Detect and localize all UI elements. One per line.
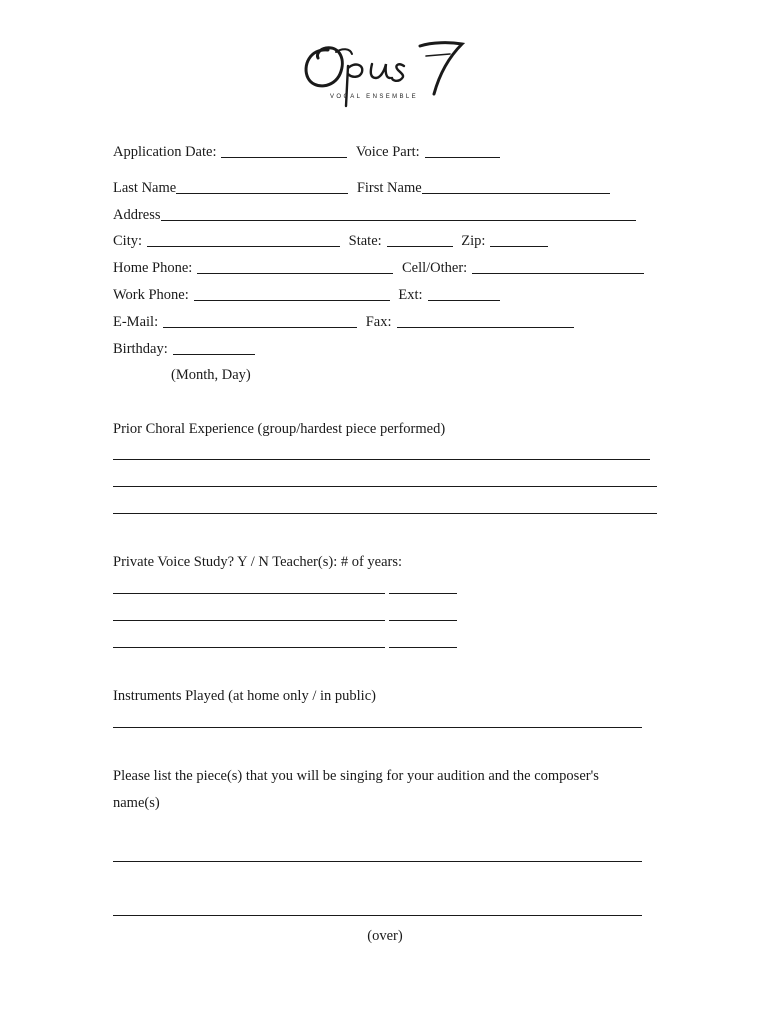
audition-pieces-line-2[interactable] [113, 915, 642, 916]
home-phone-row [113, 259, 644, 277]
audition-pieces-heading-line-2: name(s) [113, 795, 160, 811]
voice-study-years-line-3[interactable] [389, 647, 457, 648]
voice-study-heading: Private Voice Study? Y / N Teacher(s): # of years: [113, 554, 403, 570]
ext-label: Ext: [398, 287, 423, 303]
zip-label: Zip: [461, 233, 486, 249]
choral-experience-line-3[interactable] [113, 513, 657, 514]
work-phone-field[interactable] [194, 287, 390, 301]
state-label: State: [348, 233, 382, 249]
address-field[interactable] [161, 207, 636, 221]
opus7-logo [300, 36, 470, 116]
audition-pieces-line-1[interactable] [113, 861, 642, 862]
application-date-field[interactable] [221, 144, 347, 158]
first-name-label: First Name [356, 180, 422, 196]
work-phone-row [113, 286, 500, 304]
logo-subtitle: VOCAL ENSEMBLE [330, 94, 419, 100]
email-field[interactable] [163, 314, 357, 328]
voice-part-label: Voice Part: [355, 144, 420, 160]
opus7-wordmark-graphic [300, 36, 470, 116]
state-field[interactable] [387, 233, 453, 247]
work-phone-label: Work Phone: [113, 287, 189, 303]
voice-study-teacher-line-3[interactable] [113, 647, 385, 648]
choral-experience-line-2[interactable] [113, 486, 657, 487]
voice-study-years-line-1[interactable] [389, 593, 457, 594]
address-row [113, 206, 636, 224]
last-name-label: Last Name [113, 180, 177, 196]
email-fax-row [113, 313, 574, 331]
city-field[interactable] [147, 233, 340, 247]
address-label: Address [113, 207, 161, 223]
voice-part-field[interactable] [425, 144, 500, 158]
application-date-label: Application Date: [113, 144, 217, 160]
first-name-field[interactable] [422, 180, 610, 194]
voice-study-years-line-2[interactable] [389, 620, 457, 621]
birthday-label: Birthday: [113, 341, 168, 357]
last-name-field[interactable] [176, 180, 348, 194]
fax-label: Fax: [365, 314, 392, 330]
instruments-heading: Instruments Played (at home only / in public) [113, 688, 376, 704]
birthday-field[interactable] [173, 341, 255, 355]
choral-experience-line-1[interactable] [113, 459, 650, 460]
audition-pieces-heading-line-1: Please list the piece(s) that you will be singing for your audition and the composer's [113, 768, 599, 784]
choral-experience-heading: Prior Choral Experience (group/hardest piece performed) [113, 421, 446, 437]
ext-field[interactable] [428, 287, 500, 301]
application-date-row [113, 143, 500, 161]
zip-field[interactable] [490, 233, 548, 247]
city-state-zip-row [113, 232, 548, 250]
instruments-line[interactable] [113, 727, 642, 728]
fax-field[interactable] [397, 314, 574, 328]
birthday-row [113, 340, 255, 358]
cell-other-label: Cell/Other: [401, 260, 468, 276]
cell-other-field[interactable] [472, 260, 644, 274]
over-indicator: (over) [367, 928, 403, 944]
home-phone-label: Home Phone: [113, 260, 193, 276]
city-label: City: [113, 233, 143, 249]
name-row [113, 179, 610, 197]
birthday-hint: (Month, Day) [171, 367, 251, 383]
home-phone-field[interactable] [197, 260, 393, 274]
voice-study-teacher-line-1[interactable] [113, 593, 385, 594]
voice-study-teacher-line-2[interactable] [113, 620, 385, 621]
email-label: E-Mail: [113, 314, 159, 330]
